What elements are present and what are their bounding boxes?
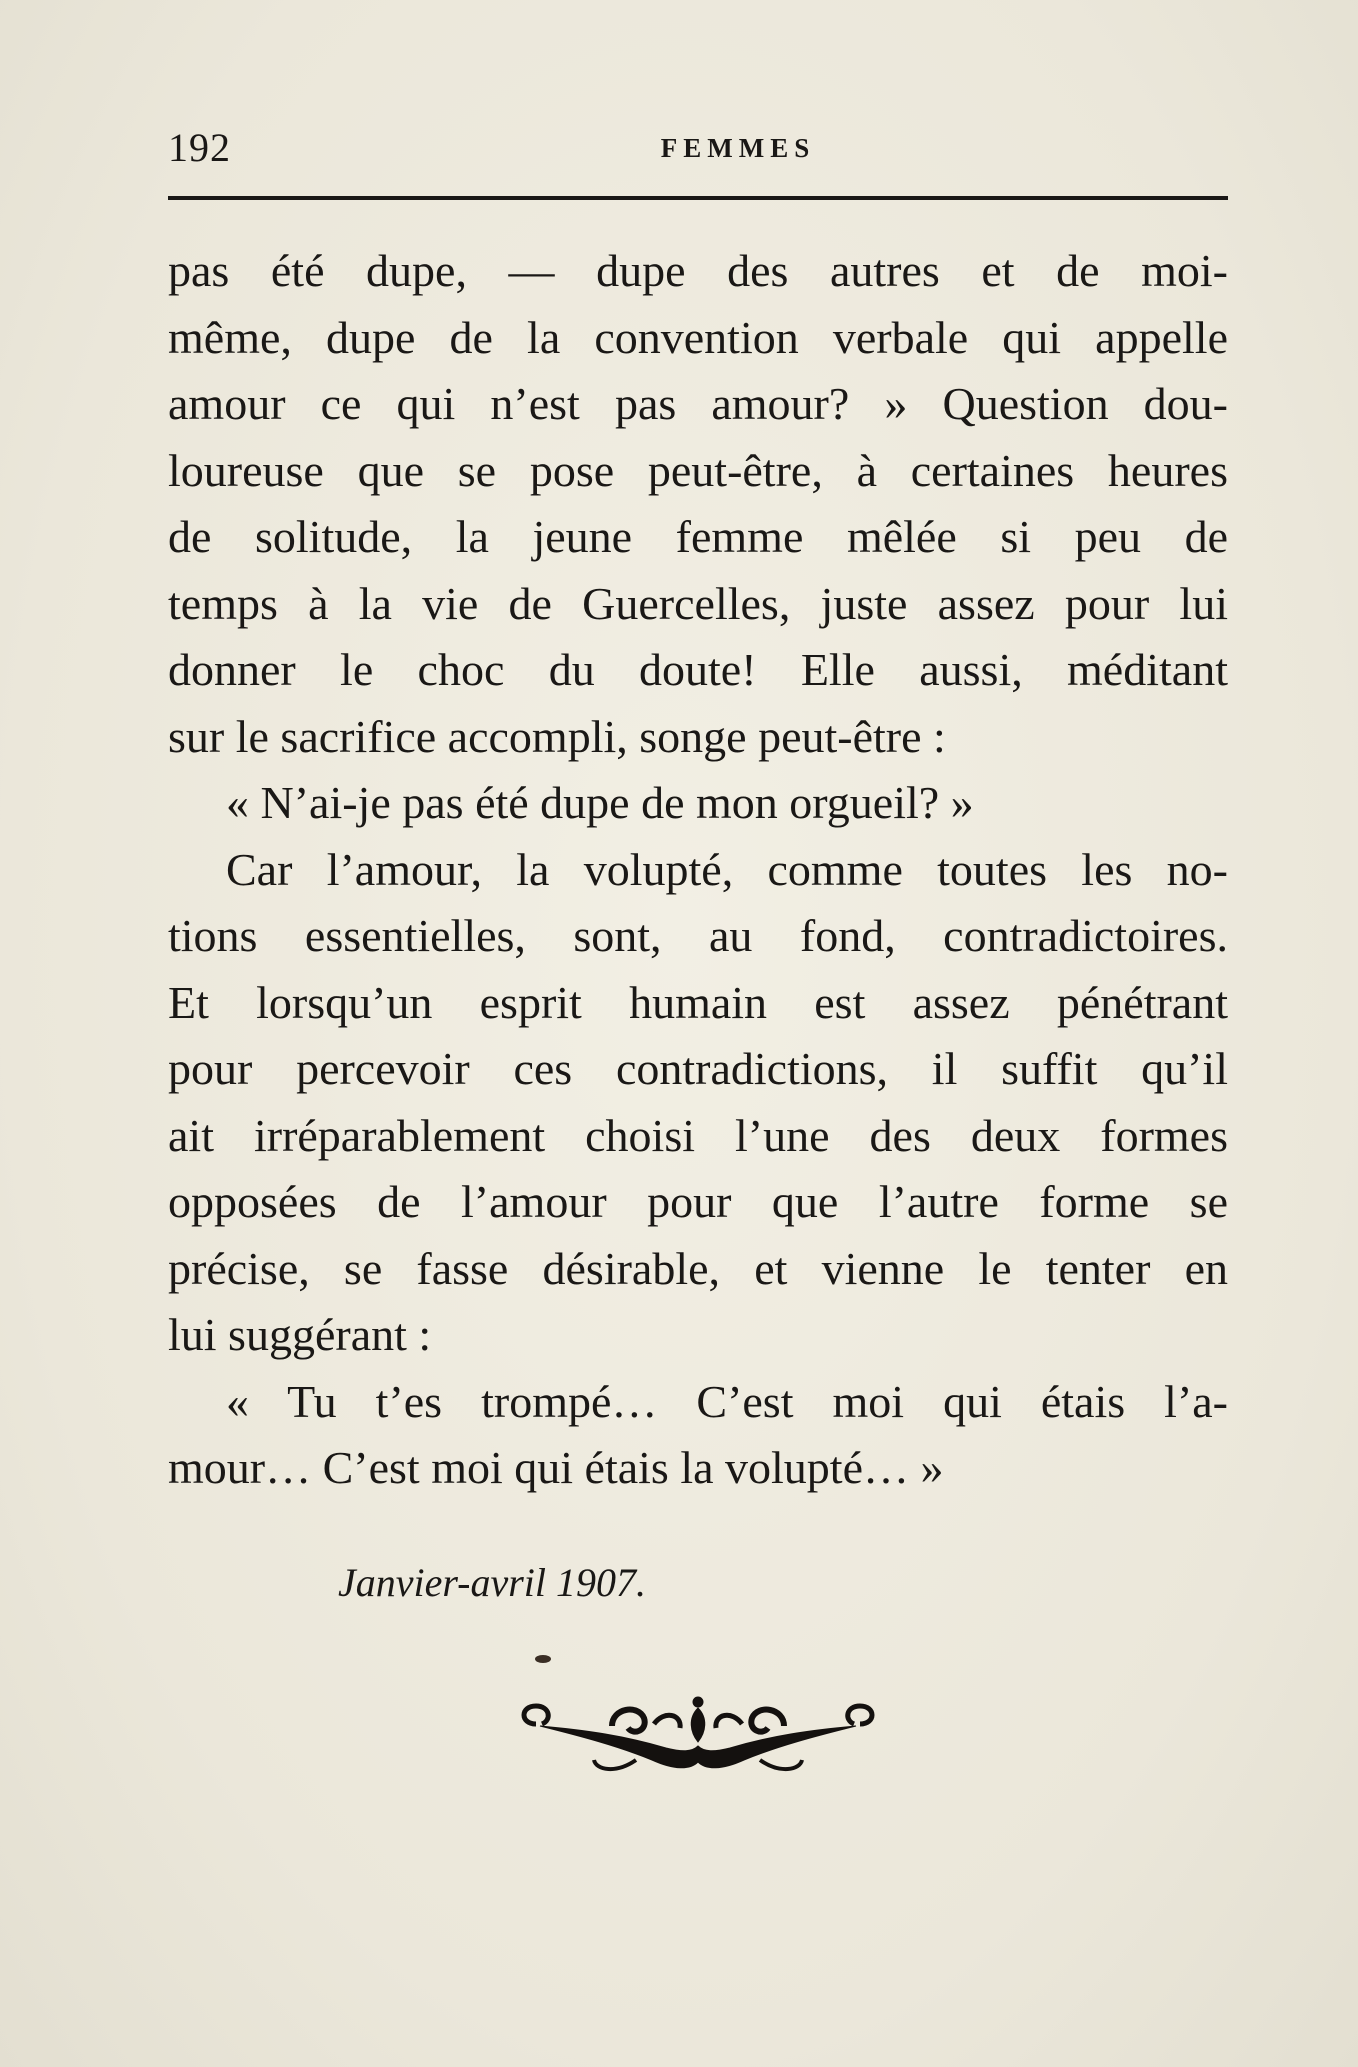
text-line: amour ce qui n’est pas amour? » Question dou- [168,378,1228,429]
fleuron-scroll-ornament-icon [516,1690,880,1780]
text-line: de solitude, la jeune femme mêlée si peu de [168,511,1228,562]
text-line: tions essentielles, sont, au fond, contradictoires. [168,910,1228,961]
page-number: 192 [168,125,231,170]
text-line: loureuse que se pose peut-être, à certaines heures [168,444,1228,496]
text-line: pour percevoir ces contradictions, il suffit qu’il [168,1043,1228,1094]
text-line: pas été dupe, — dupe des autres et de moi- [168,245,1228,296]
text-line: Car l’amour, la volupté, comme toutes les no- [226,843,1228,895]
quote-line: « Tu t’es trompé… C’est moi qui étais l’a- [226,1375,1228,1427]
running-head [168,118,1228,178]
text-line: sur le sacrifice accompli, songe peut-être : [168,710,946,762]
text-line: lui suggérant : [168,1309,432,1360]
text-line: précise, se fasse désirable, et vienne le tenter en [168,1242,1228,1294]
body-text [168,238,1228,1502]
quote-line: mour… C’est moi qui étais la volupté… » [168,1442,944,1493]
quote-line: « N’ai-je pas été dupe de mon orgueil? » [226,777,974,828]
text-line: donner le choc du doute! Elle aussi, méditant [168,644,1228,695]
text-line: Et lorsqu’un esprit humain est assez pénétrant [168,976,1228,1028]
text-line: ait irréparablement choisi l’une des deux formes [168,1109,1228,1161]
text-line: même, dupe de la convention verbale qui appelle [168,311,1228,363]
dateline: Janvier-avril 1907. [338,1560,647,1605]
text-line: temps à la vie de Guercelles, juste assez pour lui [168,577,1228,629]
running-title: FEMMES [660,133,816,163]
ink-speck-icon [530,1653,556,1665]
text-line: opposées de l’amour pour que l’autre forme se [168,1176,1228,1227]
header-rule [168,196,1228,200]
